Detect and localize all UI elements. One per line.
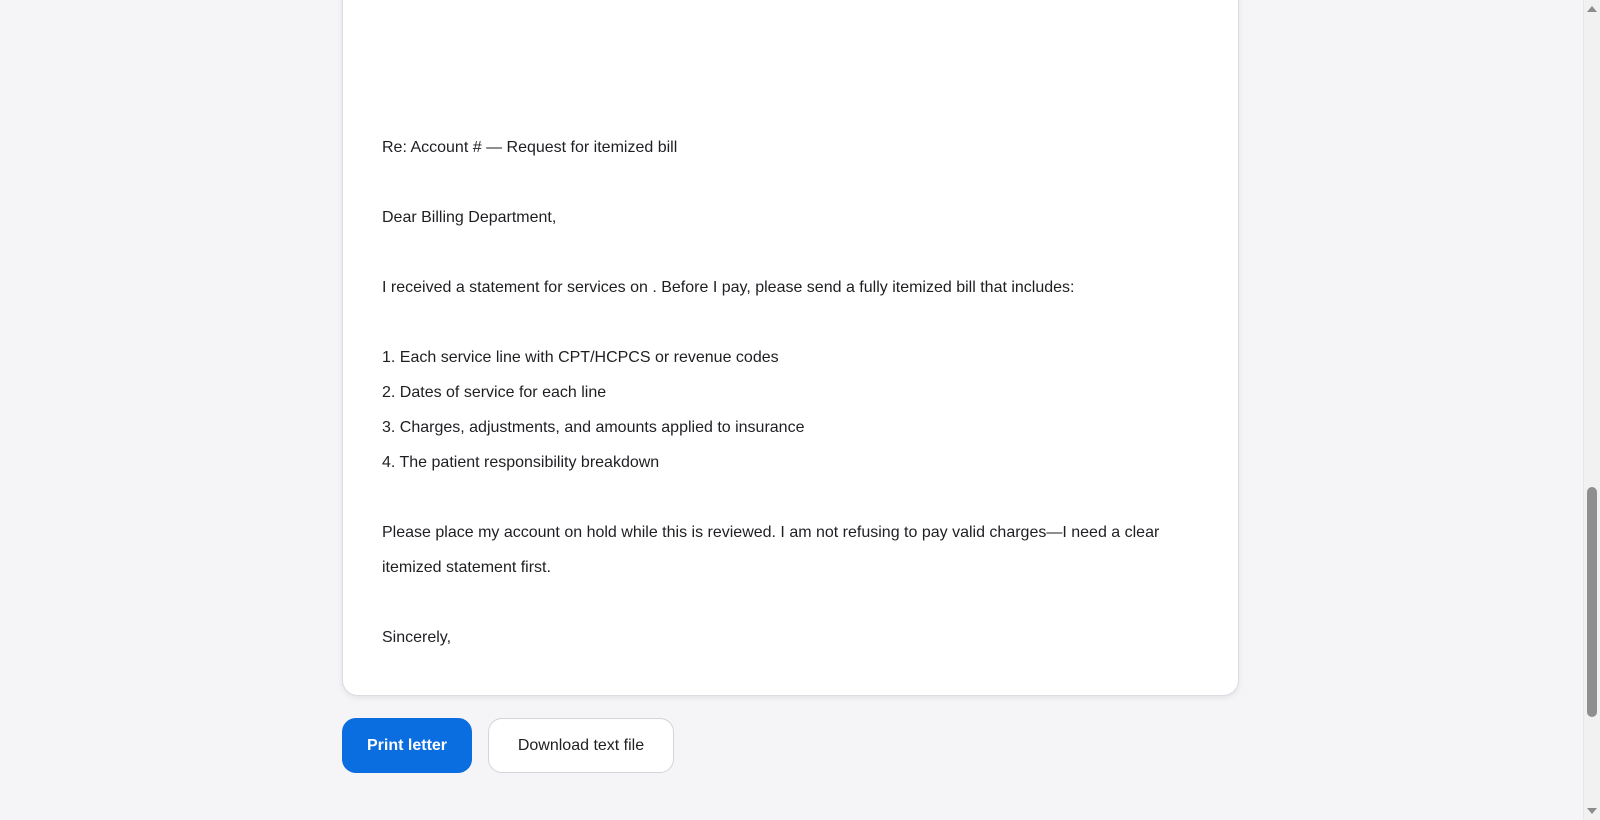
letter-list-item: 4. The patient responsibility breakdown: [382, 454, 660, 471]
letter-preview-card: [342, 0, 1239, 696]
letter-actions: [342, 718, 674, 773]
scroll-up-arrow-icon[interactable]: [1587, 6, 1597, 12]
letter-list-item: 2. Dates of service for each line: [382, 384, 607, 401]
letter-closing-line: Please place my account on hold while this is reviewed. I am not refusing to pay valid charges—I need a clear: [382, 524, 1160, 541]
scroll-down-arrow-icon[interactable]: [1587, 808, 1597, 814]
scrollbar-thumb[interactable]: [1587, 487, 1597, 717]
letter-signoff: Sincerely,: [382, 629, 452, 646]
letter-greeting: Dear Billing Department,: [382, 209, 557, 226]
letter-intro: I received a statement for services on . Before I pay, please send a fully itemized bill that includes:: [382, 279, 1075, 296]
letter-closing-line: itemized statement first.: [382, 559, 551, 576]
letter-subject: Re: Account # — Request for itemized bill: [382, 139, 678, 156]
page-scrollbar[interactable]: [1583, 0, 1600, 820]
letter-list-item: 1. Each service line with CPT/HCPCS or revenue codes: [382, 349, 779, 366]
download-text-file-button[interactable]: Download text file: [488, 718, 674, 773]
print-letter-button[interactable]: Print letter: [342, 718, 472, 773]
letter-list-item: 3. Charges, adjustments, and amounts applied to insurance: [382, 419, 805, 436]
